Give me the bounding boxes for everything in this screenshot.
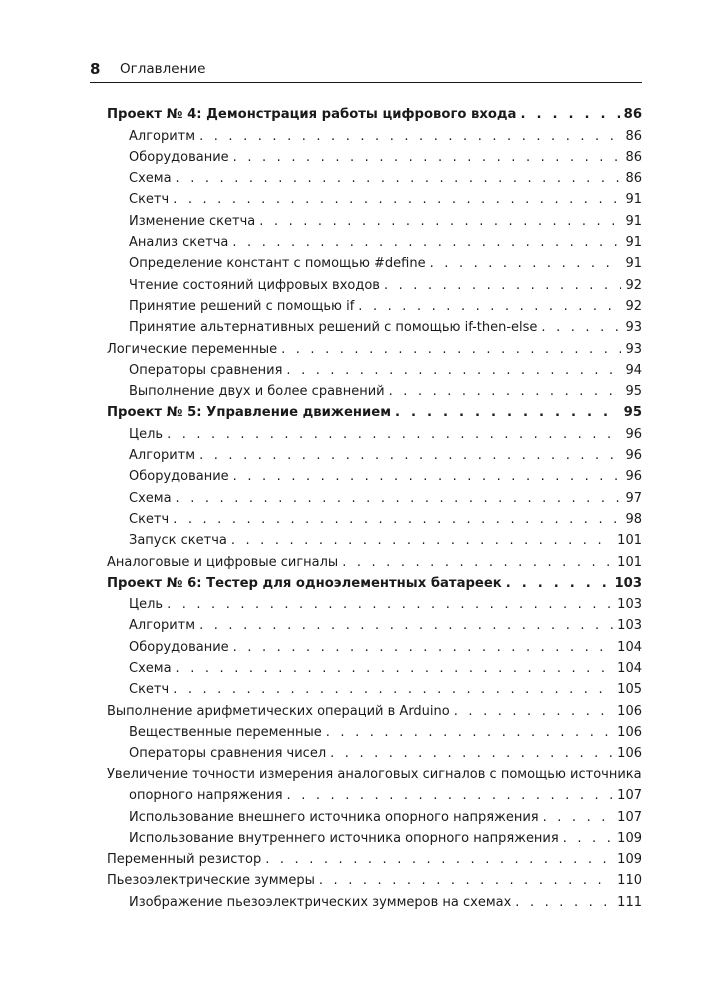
toc-entry[interactable] [107,102,642,123]
toc-entry[interactable] [107,251,642,272]
toc-entry-title: Цель [129,426,164,442]
toc-entry-page: 86 [623,107,642,123]
toc-entry[interactable] [107,741,642,762]
leader-dots [384,278,621,294]
page-number: 8 [90,60,101,78]
toc-entry-page: 86 [625,149,642,165]
toc-entry-title: Оборудование [129,469,229,485]
toc-entry-title: Увеличение точности измерения аналоговых сигналов с помощью источника [107,767,642,783]
toc-entry-page: 110 [617,873,642,889]
leader-dots [515,895,613,911]
toc-entry-title: Оборудование [129,639,229,655]
leader-dots [231,533,613,549]
toc-entry-title: Проект № 6: Тестер для одноэлементных батареек [107,575,502,591]
toc-entry-title: Выполнение арифметических операций в Arduino [107,703,450,719]
toc-entry[interactable] [107,421,642,442]
toc-entry-title: Анализ скетча [129,235,229,251]
leader-dots [232,235,621,251]
toc-entry-title: Алгоритм [129,618,196,634]
leader-dots [319,873,613,889]
toc-entry-page: 96 [625,426,642,442]
leader-dots [543,810,614,826]
toc-entry-title: Проект № 5: Управление движением [107,405,391,421]
toc-entry-title: Скетч [129,682,170,698]
toc-entry-page: 106 [617,703,642,719]
toc-entry-page: 98 [625,511,642,527]
leader-dots [330,746,613,762]
toc-entry[interactable] [107,230,642,251]
toc-entry[interactable] [107,400,642,421]
leader-dots [389,384,622,400]
leader-dots [259,214,621,230]
toc-entry[interactable] [107,762,642,804]
toc-entry-title: Изменение скетча [129,213,256,229]
toc-entry-page: 96 [625,448,642,464]
toc-entry-title: Принятие решений с помощью if [129,298,355,314]
toc-entry-title: Определение констант с помощью #define [129,256,426,272]
toc-entry-title: Использование внутреннего источника опорного напряжения [129,830,559,846]
toc-entry-page: 95 [623,405,642,421]
toc-entry-title: Операторы сравнения [129,362,283,378]
toc-entry[interactable] [107,379,642,400]
toc-entry[interactable] [107,889,642,910]
toc-entry-title: Чтение состояний цифровых входов [129,277,380,293]
toc-entry-title: Скетч [129,192,170,208]
toc-entry-title: Аналоговые и цифровые сигналы [107,554,339,570]
toc-entry-title: Использование внешнего источника опорного напряжения [129,809,539,825]
toc-entry[interactable] [107,507,642,528]
toc-entry-page: 104 [617,661,642,677]
toc-entry-page: 92 [625,277,642,293]
toc-entry[interactable] [107,272,642,293]
toc-entry-page: 104 [617,639,642,655]
toc-entry[interactable] [107,720,642,741]
leader-dots [454,704,613,720]
toc-entry[interactable] [107,549,642,570]
toc-entry-title: Оборудование [129,149,229,165]
toc-entry-page: 103 [614,575,642,591]
toc-entry[interactable] [107,847,642,868]
toc-entry-page: 94 [625,362,642,378]
leader-dots [342,555,613,571]
toc-entry-page: 95 [625,384,642,400]
toc-entry[interactable] [107,145,642,166]
toc-entry-page: 91 [625,235,642,251]
leader-dots [286,363,621,379]
toc-entry[interactable] [107,443,642,464]
leader-dots [281,342,621,358]
toc-entry-page: 106 [617,724,642,740]
toc-entry-title: Изображение пьезоэлектрических зуммеров на схемах [129,894,512,910]
toc-entry-title: Алгоритм [129,128,196,144]
leader-dots [358,299,621,315]
toc-entry-page: 86 [625,171,642,187]
leader-dots [176,661,614,677]
toc-entry-title: Цель [129,597,164,613]
toc-entry-page: 106 [617,746,642,762]
leader-dots [176,171,622,187]
leader-dots [265,852,613,868]
toc-entry-page: 105 [617,682,642,698]
leader-dots [233,640,614,656]
toc-entry-page: 91 [625,192,642,208]
toc-entry-page: 101 [617,554,642,570]
toc-entry[interactable] [107,804,642,825]
toc-entry-title: Схема [129,490,172,506]
leader-dots [199,129,621,145]
toc-entry[interactable] [107,464,642,485]
toc-entry-title: Логические переменные [107,341,278,357]
toc-entry[interactable] [107,592,642,613]
toc-entry[interactable] [107,634,642,655]
toc-entry-page: 86 [625,128,642,144]
toc-entry-page: 101 [617,533,642,549]
leader-dots [173,682,613,698]
leader-dots [326,725,613,741]
toc-entry[interactable] [107,336,642,357]
toc-entry[interactable] [107,656,642,677]
toc-entry-page: 91 [625,256,642,272]
toc-entry[interactable] [107,698,642,719]
toc-entry-title: Выполнение двух и более сравнений [129,384,385,400]
page-header [90,60,642,83]
leader-dots [199,448,621,464]
toc-entry-title: Алгоритм [129,448,196,464]
toc-entry-page: 107 [617,809,642,825]
toc-entry-title: Запуск скетча [129,533,227,549]
toc-entry-page: 92 [625,298,642,314]
toc-entry-page: 109 [617,852,642,868]
toc-entry[interactable] [107,485,642,506]
leader-dots [430,256,622,272]
toc-entry-title: Схема [129,661,172,677]
toc-entry-title: Схема [129,171,172,187]
toc-entry[interactable] [107,294,642,315]
leader-dots [395,405,620,421]
toc-entry[interactable] [107,358,642,379]
table-of-contents [107,102,642,911]
toc-entry-title: Скетч [129,511,170,527]
leader-dots [167,427,621,443]
toc-entry-page: 103 [617,618,642,634]
toc-entry[interactable] [107,123,642,144]
toc-entry-page: 103 [617,597,642,613]
leader-dots [541,320,621,336]
toc-entry-page: 93 [625,320,642,336]
toc-entry-title: Пьезоэлектрические зуммеры [107,873,315,889]
toc-entry[interactable] [107,613,642,634]
leader-dots [167,597,613,613]
leader-dots [199,618,613,634]
toc-entry-title: Операторы сравнения чисел [129,746,327,762]
toc-entry[interactable] [107,187,642,208]
toc-entry-title: Проект № 4: Демонстрация работы цифрового входа [107,107,517,123]
toc-entry-page: 96 [625,469,642,485]
leader-dots [506,576,611,592]
leader-dots [520,107,619,123]
toc-entry-title-continued: опорного напряжения [129,788,283,804]
toc-entry[interactable] [107,208,642,229]
leader-dots [176,491,622,507]
toc-entry[interactable] [107,677,642,698]
leader-dots [233,469,622,485]
running-title: Оглавление [120,61,206,77]
toc-entry-title: Переменный резистор [107,852,262,868]
toc-entry-page: 97 [625,490,642,506]
toc-entry[interactable] [107,826,642,847]
toc-entry[interactable] [107,868,642,889]
leader-dots [233,150,622,166]
leader-dots [563,831,613,847]
toc-entry-page: 109 [617,830,642,846]
leader-dots [173,192,621,208]
toc-entry-page: 107 [617,788,642,804]
toc-entry-page: 91 [625,213,642,229]
toc-entry[interactable] [107,166,642,187]
toc-entry-title: Принятие альтернативных решений с помощью if-then-else [129,320,538,336]
toc-entry[interactable] [107,315,642,336]
toc-entry[interactable] [107,528,642,549]
leader-dots [287,788,614,804]
toc-entry-page: 111 [617,894,642,910]
leader-dots [173,512,621,528]
toc-entry-title: Вещественные переменные [129,724,322,740]
toc-entry[interactable] [107,571,642,592]
toc-entry-page: 93 [625,341,642,357]
